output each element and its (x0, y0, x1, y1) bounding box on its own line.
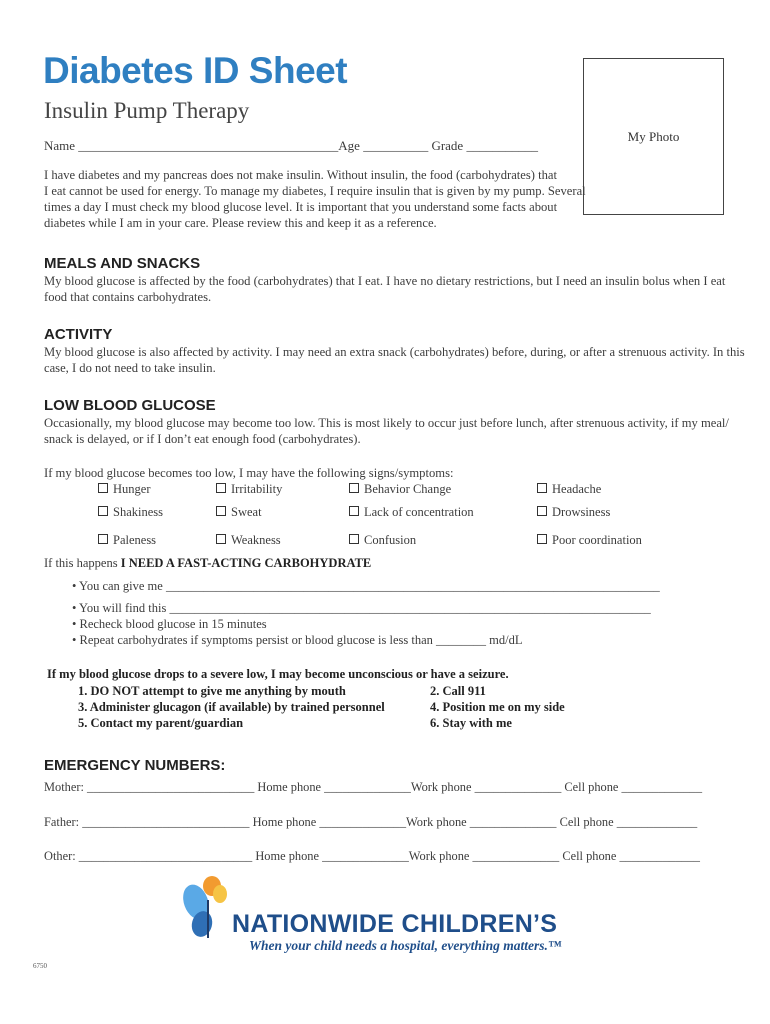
low-glucose-line: snack is delayed, or if I don’t eat enough food (carbohydrates). (44, 432, 361, 446)
photo-box (583, 58, 724, 215)
step-4: 4. Position me on my side (430, 700, 565, 714)
checkbox-icon[interactable] (98, 483, 108, 493)
severe-low-intro: If my blood glucose drops to a severe low, I may become unconscious or have a seizure. (47, 667, 509, 681)
checkbox-icon[interactable] (349, 534, 359, 544)
step-5: 5. Contact my parent/guardian (78, 716, 244, 730)
checkbox-icon[interactable] (537, 506, 547, 516)
intro-line: I have diabetes and my pancreas does not make insulin. Without insulin, the food (carbohydrates) that (44, 168, 558, 182)
meals-heading: MEALS AND SNACKS (44, 255, 201, 272)
step-3: 3. Administer glucagon (if available) by trained personnel (78, 700, 385, 714)
name-age-grade-line: Name ________________________________________Age __________ Grade ___________ (44, 138, 538, 153)
symptom-headache[interactable]: Headache (537, 482, 601, 497)
activity-paragraph (44, 344, 745, 376)
checkbox-icon[interactable] (537, 483, 547, 493)
checkbox-icon[interactable] (98, 506, 108, 516)
meals-line: My blood glucose is affected by the food (carbohydrates) that I eat. I have no dietary restrictions, but I need an insulin bolus when I eat (44, 274, 726, 288)
bullet-find-this: • You will find this _____________________________________________________________________________ (72, 601, 651, 615)
symptom-poor-coordination[interactable]: Poor coordination (537, 533, 642, 548)
photo-label: My Photo (627, 129, 680, 144)
page-title: Diabetes ID Sheet (43, 50, 348, 91)
step-1: 1. DO NOT attempt to give me anything by mouth (78, 684, 346, 698)
checkbox-icon[interactable] (537, 534, 547, 544)
signs-intro: If my blood glucose becomes too low, I may have the following signs/symptoms: (44, 466, 454, 480)
meals-line: food that contains carbohydrates. (44, 290, 212, 304)
step-2: 2. Call 911 (430, 684, 486, 698)
checkbox-icon[interactable] (216, 483, 226, 493)
symptom-weakness[interactable]: Weakness (216, 533, 281, 548)
bullet-repeat: • Repeat carbohydrates if symptoms persist or blood glucose is less than ________ md/dL (72, 633, 523, 647)
symptom-behavior-change[interactable]: Behavior Change (349, 482, 451, 497)
activity-line: case, I do not need to take insulin. (44, 361, 216, 375)
symptom-confusion[interactable]: Confusion (349, 533, 416, 548)
logo-name: NATIONWIDE CHILDREN’S (232, 910, 558, 938)
low-glucose-paragraph (44, 415, 729, 447)
activity-heading: ACTIVITY (44, 326, 113, 343)
checkbox-icon[interactable] (216, 506, 226, 516)
page-subtitle: Insulin Pump Therapy (44, 98, 250, 123)
intro-line: I eat cannot be used for energy. To manage my diabetes, I require insulin that is given by my pump. Several (44, 184, 586, 198)
emergency-row-father: Father: ___________________________ Home phone ______________Work phone ______________ Cell phone _____________ (44, 815, 698, 829)
footer-code: 6750 (33, 962, 47, 970)
symptom-paleness[interactable]: Paleness (98, 533, 156, 548)
if-this-happens-line: If this happens I NEED A FAST-ACTING CARBOHYDRATE (44, 556, 372, 570)
checkbox-icon[interactable] (349, 506, 359, 516)
checkbox-icon[interactable] (216, 534, 226, 544)
emergency-row-other: Other: ____________________________ Home phone ______________Work phone ______________ Cell phone _____________ (44, 849, 701, 863)
meals-paragraph (44, 273, 725, 305)
logo-tagline: When your child needs a hospital, everything matters.™ (249, 938, 562, 953)
step-6: 6. Stay with me (430, 716, 512, 730)
symptom-irritability[interactable]: Irritability (216, 482, 282, 497)
low-glucose-heading: LOW BLOOD GLUCOSE (44, 397, 216, 414)
symptom-sweat[interactable]: Sweat (216, 505, 262, 520)
symptom-shakiness[interactable]: Shakiness (98, 505, 163, 520)
emergency-heading: EMERGENCY NUMBERS: (44, 757, 226, 774)
bullet-recheck: • Recheck blood glucose in 15 minutes (72, 617, 267, 631)
symptom-hunger[interactable]: Hunger (98, 482, 151, 497)
bullet-give-me: • You can give me _______________________________________________________________________________ (72, 579, 660, 593)
activity-line: My blood glucose is also affected by activity. I may need an extra snack (carbohydrates) before, during, or after a strenuous activity. In this (44, 345, 745, 359)
checkbox-icon[interactable] (349, 483, 359, 493)
intro-paragraph (44, 167, 586, 231)
low-glucose-line: Occasionally, my blood glucose may become too low. This is most likely to occur just before lunch, after strenuous activity, if my meal/ (44, 416, 729, 430)
intro-line: diabetes while I am in your care. Please review this and keep it as a reference. (44, 216, 437, 230)
symptom-lack-of-concentration[interactable]: Lack of concentration (349, 505, 474, 520)
checkbox-icon[interactable] (98, 534, 108, 544)
emergency-row-mother: Mother: ___________________________ Home phone ______________Work phone ______________ Cell phone _____________ (44, 780, 703, 794)
symptom-drowsiness[interactable]: Drowsiness (537, 505, 610, 520)
intro-line: times a day I must check my blood glucose level. It is important that you understand some facts about (44, 200, 558, 214)
